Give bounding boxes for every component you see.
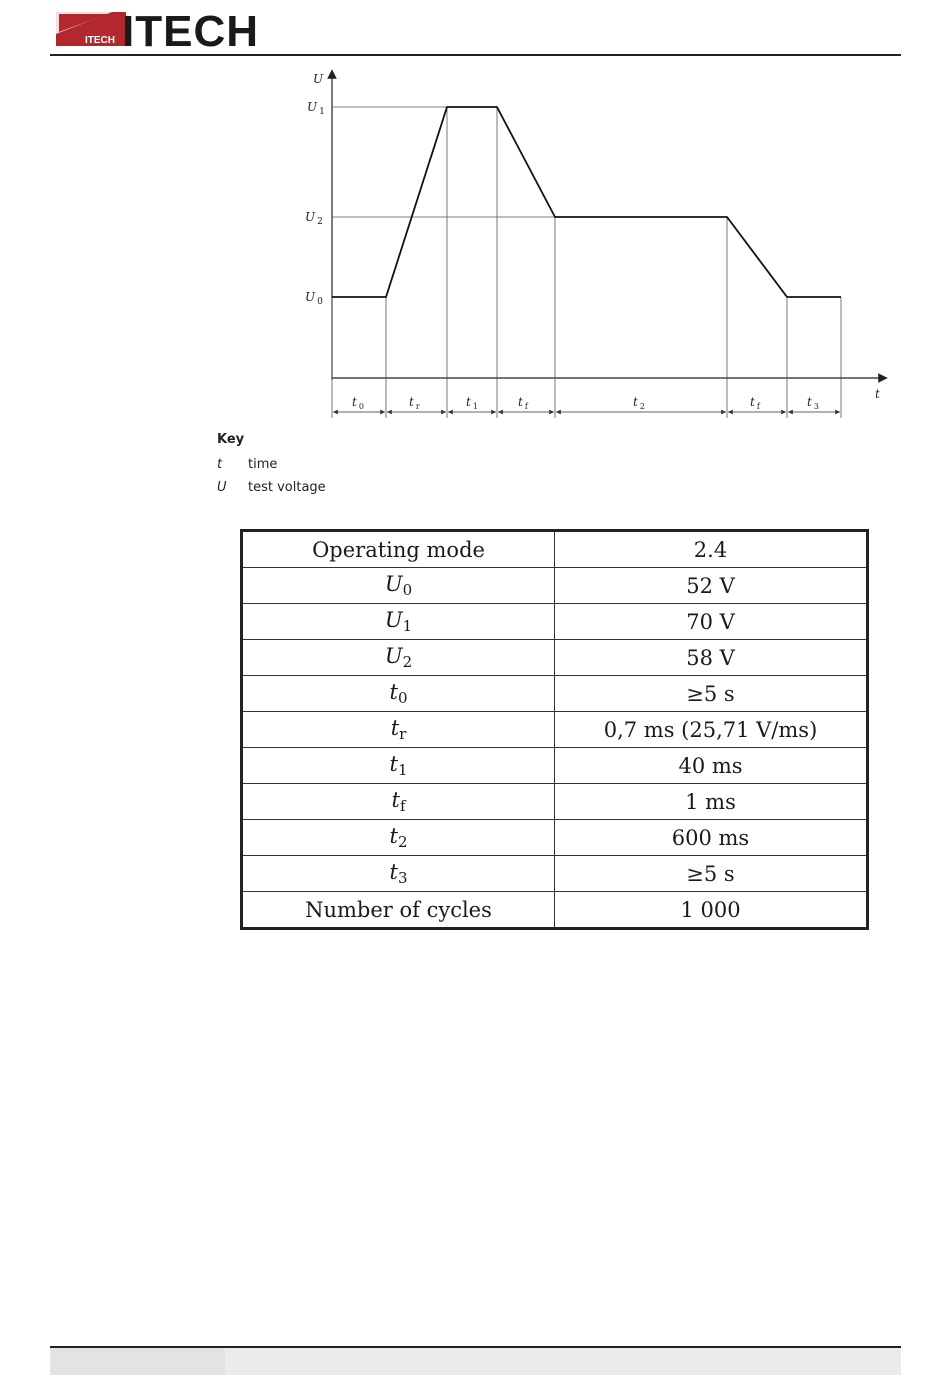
segment-label-tf-2: t $_f$ — [750, 395, 760, 411]
table-row — [242, 640, 868, 676]
table-row — [242, 604, 868, 640]
param-value: 2.4 — [555, 531, 868, 568]
param-value: 40 ms — [555, 748, 868, 784]
key-description: time — [248, 457, 278, 472]
table-row — [242, 784, 868, 820]
param-value: ≥5 s — [555, 856, 868, 892]
param-value: 600 ms — [555, 820, 868, 856]
param-value: ≥5 s — [555, 676, 868, 712]
param-name: Operating mode — [242, 531, 555, 568]
segment-label-tf: t $_f$ — [518, 395, 528, 411]
param-name: $t_2$ — [242, 820, 555, 856]
key-symbol: U — [217, 480, 227, 495]
param-value: 58 V — [555, 640, 868, 676]
key-description: test voltage — [248, 480, 326, 495]
param-value: 0,7 ms (25,71 V/ms) — [555, 712, 868, 748]
header-rule — [50, 54, 901, 56]
table-row — [242, 531, 868, 568]
table-row — [242, 892, 868, 929]
key-item — [217, 476, 326, 499]
test-voltage-diagram — [295, 64, 895, 426]
x-axis-label: t — [875, 387, 880, 401]
param-name: $t_r$ — [242, 712, 555, 748]
param-name: $t_0$ — [242, 676, 555, 712]
y-axis-label: U — [313, 72, 324, 86]
logo-wordmark: ITECH — [122, 8, 259, 50]
param-name: $U_1$ — [242, 604, 555, 640]
table-row — [242, 820, 868, 856]
page-header — [50, 6, 900, 56]
param-name: $U_0$ — [242, 568, 555, 604]
param-name: $t_3$ — [242, 856, 555, 892]
param-name: $t_1$ — [242, 748, 555, 784]
segment-label-tr: t $_r$ — [409, 395, 420, 411]
u1-label: U $_1$ — [307, 100, 325, 117]
segment-boundaries — [332, 107, 841, 418]
table-row — [242, 568, 868, 604]
param-value: 52 V — [555, 568, 868, 604]
param-value: 1 ms — [555, 784, 868, 820]
param-name: $t_f$ — [242, 784, 555, 820]
table-row — [242, 676, 868, 712]
voltage-waveform — [332, 107, 841, 297]
page-footer — [50, 1348, 901, 1375]
diagram-key — [217, 432, 326, 499]
u0-label: U $_0$ — [305, 290, 323, 307]
u2-label: U $_2$ — [305, 210, 323, 227]
test-parameters-table — [240, 529, 869, 930]
param-name: $U_2$ — [242, 640, 555, 676]
segment-label-t3: t $_3$ — [807, 395, 819, 411]
footer-left-cell — [50, 1348, 225, 1375]
table-row — [242, 712, 868, 748]
table-row — [242, 748, 868, 784]
segment-label-t1: t $_1$ — [466, 395, 478, 411]
table-row — [242, 856, 868, 892]
segment-label-t0: t $_0$ — [352, 395, 364, 411]
param-value: 70 V — [555, 604, 868, 640]
logo-badge-text: ITECH — [85, 35, 115, 46]
key-item — [217, 453, 326, 476]
param-name: Number of cycles — [242, 892, 555, 929]
itech-logo — [56, 8, 276, 50]
key-symbol: t — [217, 457, 223, 472]
segment-label-t2: t $_2$ — [633, 395, 645, 411]
key-title: Key — [217, 432, 245, 447]
param-value: 1 000 — [555, 892, 868, 929]
